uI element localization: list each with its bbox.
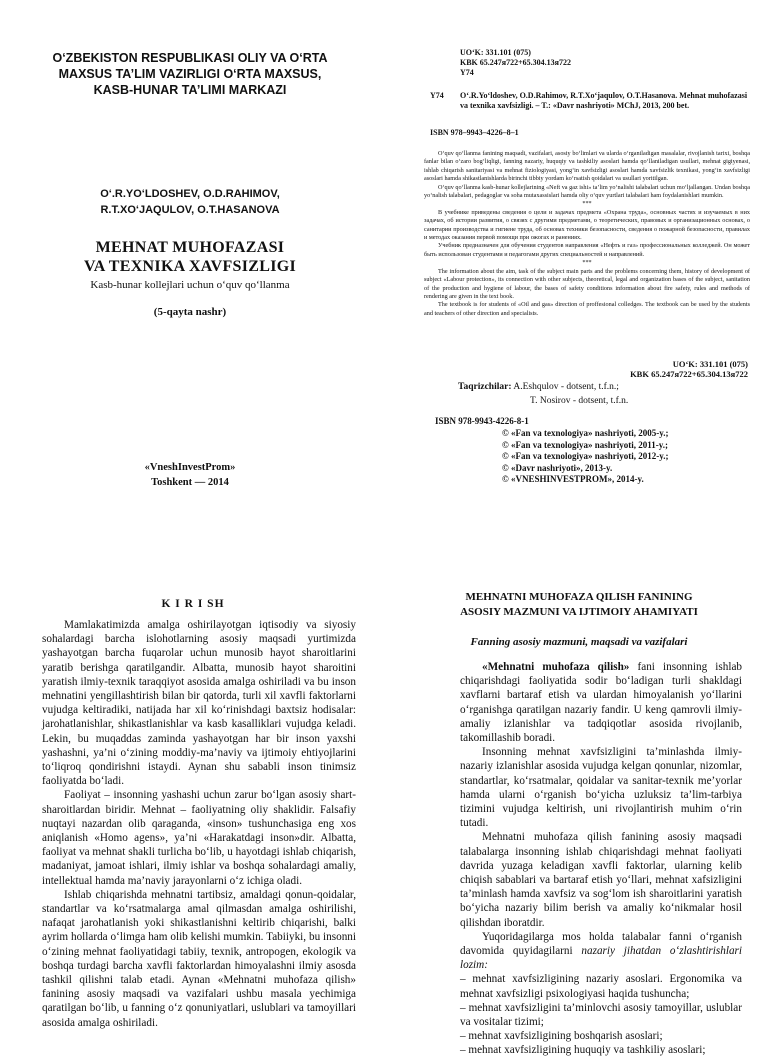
- abstract-ru-1: В учебнике приведены сведения о цели и задачах предмета «Охрана труда», основных частях и изучаемых в них задачах, об истории развития, о связях с другими предметами, о теоретических, правовых и организационных основах, о санитарии производства и гигиене труда, об основах техники безопасности, сведения о пожарной безопасности, правилах и методах оказания первой помощи при ожогах и ранениях.: [424, 208, 750, 242]
- classification-codes: [460, 48, 740, 78]
- chapter-heading-line-1: MEHNATNI MUHOFAZA QILISH FANINING: [465, 591, 693, 603]
- book-title-line-2: VA TEXNIKA XAVFSIZLIGI: [83, 258, 296, 275]
- paragraph: Mamlakatimizda amalga oshirilayotgan iqtisodiy va siyosiy sohalardagi barcha islohotlarning asosiy maqsadi yurtimizda yashayotgan barcha fuqarolar uchun munosib hayot sharoitlarini yaratib berishga qaratilgandir. Albatta, munosib hayot sharoitini yaratish ilmiy-texnik taraqqiyot asosida amalga oshiriladi va bu inson mehnatini yengillashtirish bilan bir qatorda, turli xil xavfli faktorlarni vujudga keltiradiki, natijada har xil ko‘rinishdagi baxtsiz hodisalar: jarohatlanishlar, shikastlanishlar va kasb kasalliklari vujudga keladi. Lekin, bu muqaddas zaminda yashayotgan har bir inson yaxshi yashashni, ya’ni o‘zining moddiy-ma’naviy va ijtimoiy ehtiyojlarini to‘liqroq qondirishni istaydi. Aynan shu sababli inson tinimsiz faoliyatda bo‘ladi.: [42, 619, 356, 788]
- imprint-page: [384, 0, 768, 512]
- paragraph: Ishlab chiqarishda mehnatni tartibsiz, amaldagi qonun-qoidalar, standartlar va ko‘rsatmalarga amal qilmasdan amalga oshirilishi, nafaqat jarohatlanish yoki shikastlanishni keltirib chiqarishi, balki ayrim hollarda o‘limga ham olib kelishi mumkin. Tabiiyki, bu insonni o‘zining mehnat faoliyatidagi tabiiy, texnik, antropogen, ekologik va boshqa turdagi barcha xavfli faktorlardan himoyalashni ilmiy asosda tashkil qilishni talab etadi. Aynan «Mehnatni muhofaza qilish» fanining asosiy maqsadi va vazifalari ushbu masala yechimiga qaratilgan bo‘lib, u fanning o‘z qonuniyatlari, uslublari va tamoyillari asosida amalga oshiriladi.: [42, 888, 356, 1029]
- bibliographic-entry: [430, 91, 748, 111]
- paragraph-text: fani insonning ishlab chiqarishdagi faoliyatida sodir bo‘ladigan turli shakldagi xavflarni bartaraf etish va ulardan himoyalanish yo‘llarini o‘rganishga qaratilgan nazariy fandir. U keng qamrovli ilmiy-amaliy izlanishlar va tadqiqotlar asosida rivojlanib, takomillashib boradi.: [460, 661, 743, 745]
- abstract-en-2: The textbook is for students of «Oil and gas» direction of proffesional colledges. The textbook can be used by the students and teachers of other direction and specialists.: [424, 301, 750, 317]
- copyright-line: © «Fan va texnologiya» nashriyoti, 2012-y.;: [502, 451, 669, 462]
- edition-note: (5-qayta nashr): [153, 306, 227, 318]
- list-item: – mehnat xavfsizligining boshqarish asoslari;: [460, 1030, 663, 1043]
- isbn-bottom: ISBN 978-9943-4226-8-1: [435, 416, 529, 426]
- reviewer-1: A.Eshqulov - dotsent, t.f.n.;: [513, 382, 619, 392]
- chapter-heading-line-2: ASOSIY MAZMUNI VA IJTIMOIY AHAMIYATI: [460, 606, 698, 618]
- title-page: [0, 0, 384, 512]
- author-mark: Y74: [460, 68, 474, 77]
- chapter-body: [460, 660, 742, 1058]
- list-item: – mehnat xavfsizligining nazariy asoslari. Ergonomika va mehnat xavfsizligi psixologiyasi haqida tushuncha;: [460, 973, 742, 1000]
- isbn-top: ISBN 978–9943–4226–8–1: [430, 128, 519, 137]
- ministry-header: O‘ZBEKISTON RESPUBLIKASI OLIY VA O‘RTA MAXSUS TA’LIM VAZIRLIGI O‘RTA MAXSUS, KASB-HUNAR TA’LIMI MARKAZI: [52, 51, 328, 97]
- classification-codes-repeat: [568, 359, 748, 379]
- bbk-code: KBK 65.247я722+65.304.13я722: [630, 369, 748, 379]
- copyright-line: © «Davr nashriyoti», 2013-y.: [502, 462, 613, 473]
- city-year: Toshkent — 2014: [151, 477, 229, 488]
- chapter-heading: [414, 590, 744, 620]
- emphasis-text: nazariy jihatdan o‘zlashtirishlari lozim:: [460, 945, 742, 972]
- reviewers: [458, 380, 748, 408]
- paragraph-text: Yuqoridagilarga mos holda talabalar fanni o‘rganish davomida quyidagilarni: [460, 930, 742, 958]
- section-subheading: Fanning asosiy mazmuni, maqsadi va vazifalari: [470, 636, 688, 648]
- bbk-code: KBK 65.247я722+65.304.13я722: [460, 58, 571, 67]
- bibliographic-code: Y74: [430, 91, 444, 100]
- abstract-en-1: The information about the aim, task of the subject main parts and the problems concerning them, history of development of subject «Labour protection», its connection with other subjects, theoretical, legal and organization bases of the subject, sanitation of the production and hygiene of labour, the bases of safety conditions information about fire safety, rules and methods of rendering are given in the text book.: [424, 267, 750, 300]
- paragraph: [460, 930, 742, 973]
- separator-stars: ***: [582, 259, 592, 267]
- book-title-line-1: MEHNAT MUHOFAZASI: [95, 239, 285, 256]
- subject-name: «Mehnatni muhofaza qilish»: [482, 661, 630, 673]
- abstract-uz-2: O‘quv qo‘llanma kasb-hunar kollejlarining «Neft va gaz ishi» ta’lim yo‘nalishi talabalari uchun mo‘ljallangan. Undan boshqa yo‘nalish talabalari, pedagoglar va soha mutaxassislari hamda oliy o‘quv yurtlari talabalari ham foydalanishlari mumkin.: [424, 183, 750, 200]
- chapter-page: [384, 512, 768, 1057]
- authors-line-1: O‘.R.YO‘LDOSHEV, O.D.RAHIMOV,: [100, 188, 280, 200]
- reviewer-2: T. Nosirov - dotsent, t.f.n.: [530, 396, 629, 406]
- publisher-name: «VneshInvestProm»: [144, 462, 236, 473]
- udk-code: UO‘K: 331.101 (075): [460, 48, 531, 57]
- paragraph: [460, 660, 742, 745]
- copyright-line: © «VNESHINVESTPROM», 2014-y.: [502, 474, 644, 485]
- bibliographic-text: O‘.R.Yo‘ldoshev, O.D.Rahimov, R.T.Xo‘jaqulov, O.T.Hasanova. Mehnat muhofazasi va texnika xavfsizligi. – T.: «Davr nashriyoti» MChJ, 2013, 200 bet.: [460, 91, 748, 110]
- paragraph: Insonning mehnat xavfsizligini ta’minlashda ilmiy-nazariy izlanishlar asosida vujudga kelgan qonunlar, nizomlar, standartlar, ko‘rsatmalar, qoidalar va sanitar-texnik me’yorlar hamda ularni o‘rganish bo‘yicha uzluksiz ta’lim-tarbiya tizimini vujudga keltirish, uni rivojlantirish muhim o‘rin tutadi.: [460, 746, 742, 830]
- copyright-list: [502, 428, 742, 486]
- introduction-heading: K I R I SH: [161, 598, 225, 610]
- introduction-page: [0, 512, 384, 1029]
- abstract: [424, 150, 750, 318]
- authors: [40, 186, 340, 218]
- copyright-line: © «Fan va texnologiya» nashriyoti, 2011-y.;: [502, 439, 668, 450]
- separator-stars: ***: [582, 200, 592, 208]
- abstract-uz-1: O‘quv qo‘llanma fanining maqsadi, vazifalari, asosiy bo‘limlari va ularda o‘rganiladigan masalalar, rivojlanish tarixi, boshqa fanlar bilan o‘zaro bog‘liqligi, fanning nazariy, huquqiy va tashkiliy asoslari hamda qo‘llaniladigan usullari, mehnat gigiyenasi, ishlab chiqarish sanitariyasi va mehnat fiziologiyasi, yong‘in xavfsizligi asoslari hamda xavfsizlik texnikasi, yong‘in xavfsizligi asoslari hamda shikastlanishlarda birinchi tibbiy yordam ko‘rsatish qoidalari va usullari yoritilgan.: [424, 150, 750, 183]
- udk-code: UO‘K: 331.101 (075): [672, 359, 748, 369]
- copyright-line: © «Fan va texnologiya» nashriyoti, 2005-y.;: [502, 428, 669, 438]
- introduction-body: [42, 618, 356, 1030]
- paragraph: Faoliyat – insonning yashashi uchun zarur bo‘lgan asosiy shart-sharoitlardan biridir. Mehnat – faoliyatning oliy shaklidir. Falsafiy nuqtayi nazardan olib qaraganda, «inson» tushunchasiga eng xos aniqlanish «Homo agens», ya’ni «Harakatdagi inson»dir. Albatta, faoliyat va mehnat shakli turlicha bo‘lib, u hayotdagi ishlab chiqarish, madaniyat, jamoat ishlari, ilmiy ishlar va boshqa sohalardagi amaliy, intellektual hamda ma’naviy jarayonlarni o‘z ichiga oladi.: [42, 789, 356, 887]
- reviewers-label: Taqrizchilar:: [458, 382, 512, 392]
- paragraph: Mehnatni muhofaza qilish fanining asosiy maqsadi talabalarga insonning ishlab chiqarishdagi mehnat faoliyati davrida yuzaga keladigan xavfli faktorlar, ularning kelib chiqish sabablari va bartaraf etish yo‘llari, mehnat xafsizligini ta’minlash hamda xavfsiz va sog‘lom ish sharoitlarini yaratish bo‘yicha nazariy bilim berish va amaliy ko‘nikmalar hosil qilishdan iboratdir.: [460, 831, 742, 929]
- abstract-ru-2: Учебник предназначен для обучения студентов направления «Нефть и газ» профессиональных колледжей. Он может быть использован студентами и педагогами других специальностей и направлений.: [424, 242, 750, 258]
- book-title: [40, 238, 340, 276]
- list-item: – mehnat xavfsizligini ta’minlovchi asosiy tamoyillar, uslublar va vositalar tizimi;: [460, 1001, 742, 1029]
- list-item: – mehnat xavfsizligining huquqiy va tashkiliy asoslari;: [460, 1044, 706, 1057]
- book-subtitle: Kasb-hunar kollejlari uchun o‘quv qo‘llanma: [90, 279, 290, 291]
- authors-line-2: R.T.XO‘JAQULOV, O.T.HASANOVA: [100, 204, 280, 216]
